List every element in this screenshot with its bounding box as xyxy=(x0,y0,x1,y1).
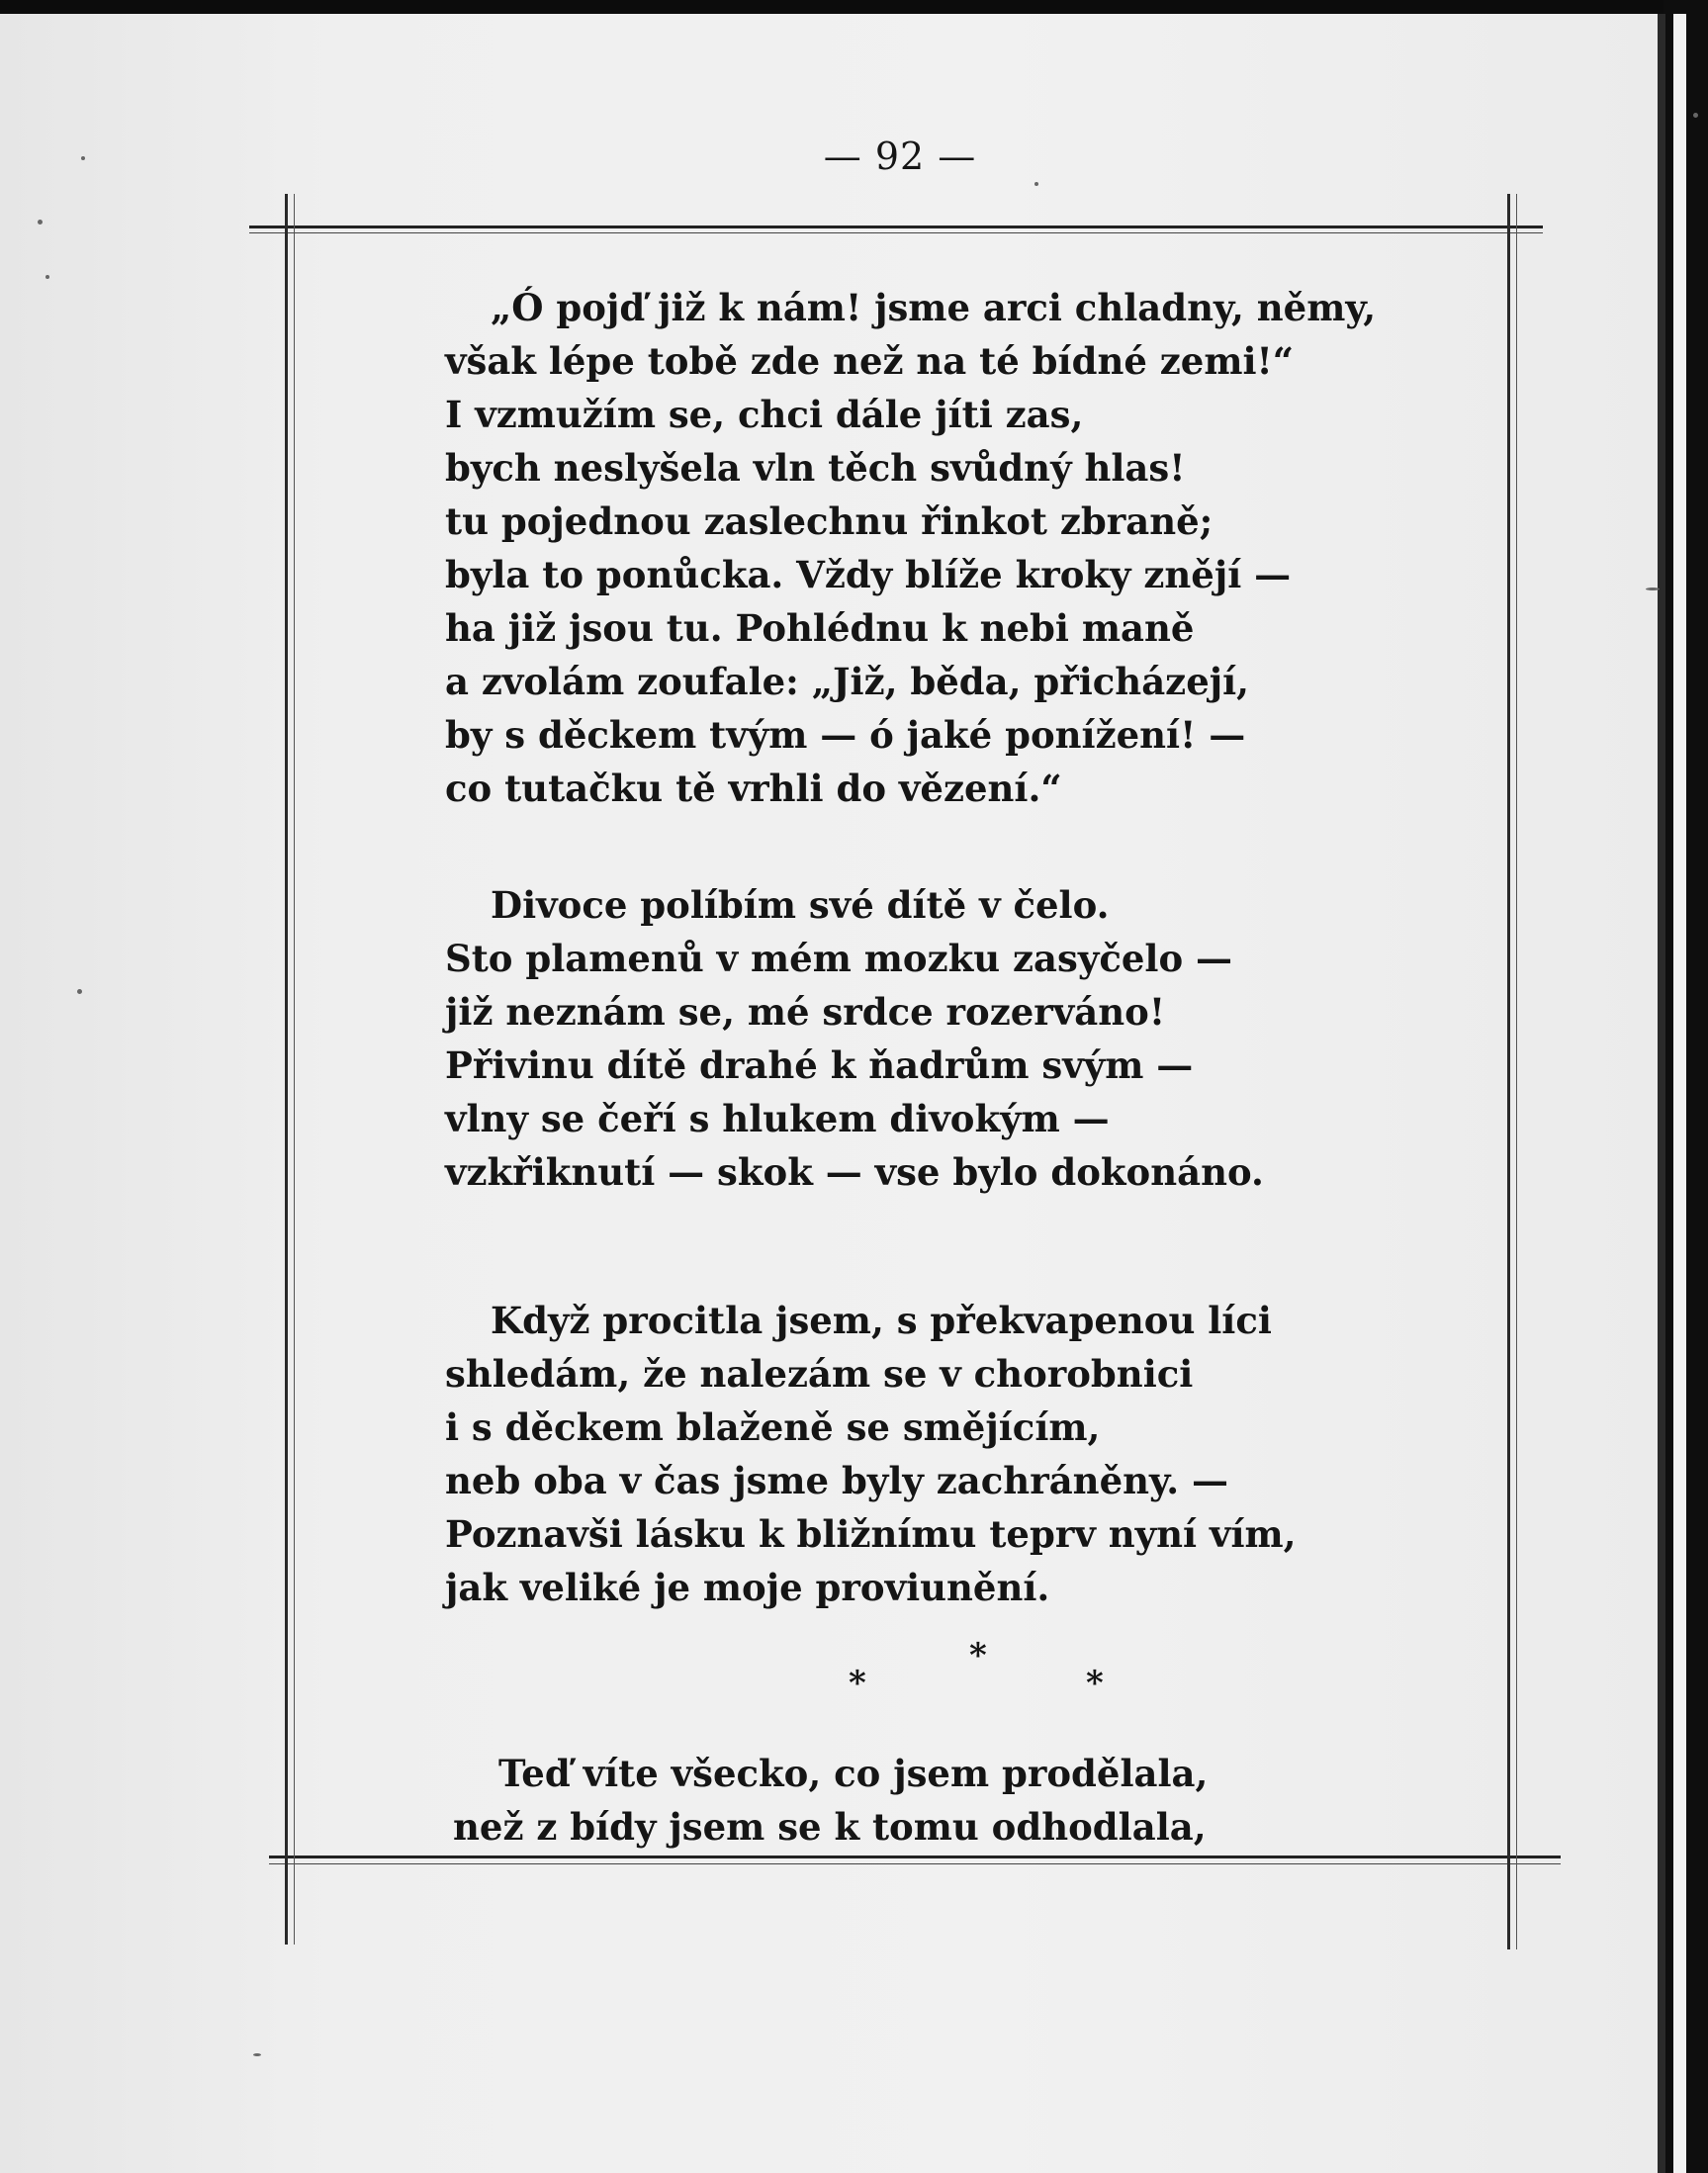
text-line: Přivinu dítě drahé k ňadrům svým — xyxy=(445,1043,1194,1087)
asterisk: * xyxy=(849,1664,866,1703)
scan-speck xyxy=(45,275,49,279)
stanza xyxy=(445,1294,1335,1614)
stanza-gap xyxy=(445,815,1335,878)
text-line: vzkřiknutí — skok — vse bylo dokonáno. xyxy=(445,1150,1264,1194)
text-line: bych neslyšela vln těch svůdný hlas! xyxy=(445,446,1186,490)
page-gutter-shadow xyxy=(1658,14,1665,2173)
stanza xyxy=(445,281,1377,815)
text-line: Teď víte všecko, co jsem prodělala, xyxy=(498,1752,1209,1795)
text-line: „Ó pojď již k nám! jsme arci chladny, němy, xyxy=(491,286,1377,329)
stanza-gap xyxy=(445,1199,1335,1294)
poem-text-ending xyxy=(453,1747,1343,1854)
scan-speck xyxy=(1646,588,1660,590)
text-line: shledám, že nalezám se v chorobnici xyxy=(445,1352,1194,1396)
stanza xyxy=(453,1747,1343,1854)
text-line: však lépe tobě zde než na té bídné zemi!“ xyxy=(445,339,1295,383)
text-line: co tutačku tě vrhli do vězení.“ xyxy=(445,767,1062,810)
scan-speck xyxy=(77,989,82,994)
text-line: již neznám se, mé srdce rozerváno! xyxy=(445,990,1166,1034)
text-line: by s děckem tvým — ó jaké ponížení! — xyxy=(445,713,1246,757)
text-line: neb oba v čas jsme byly zachráněny. — xyxy=(445,1459,1229,1502)
scan-speck xyxy=(81,156,85,160)
stanza xyxy=(445,878,1335,1199)
text-line: tu pojednou zaslechnu řinkot zbraně; xyxy=(445,499,1214,543)
frame-bottom-rule xyxy=(269,1856,1561,1858)
asterisk: * xyxy=(969,1636,987,1675)
next-page-sliver xyxy=(1673,14,1686,2173)
text-line: vlny se čeří s hlukem divokým — xyxy=(445,1097,1110,1140)
scan-border-top xyxy=(0,0,1708,14)
page-number: — 92 — xyxy=(823,135,977,178)
text-line: a zvolám zoufale: „Již, běda, přicházejí, xyxy=(445,660,1250,703)
text-line: i s děckem blaženě se smějícím, xyxy=(445,1405,1101,1449)
text-line: Poznavši lásku k bližnímu teprv nyní vím, xyxy=(445,1512,1297,1556)
frame-top-rule-inner xyxy=(249,232,1543,233)
text-line: Sto plamenů v mém mozku zasyčelo — xyxy=(445,937,1233,980)
text-line: ha již jsou tu. Pohlédnu k nebi maně xyxy=(445,606,1195,650)
scan-speck xyxy=(38,220,43,225)
section-separator xyxy=(0,1636,1708,1703)
text-line: jak veliké je moje proviunění. xyxy=(445,1566,1050,1609)
text-line: I vzmužím se, chci dále jíti zas, xyxy=(445,393,1084,436)
text-line: než z bídy jsem se k tomu odhodlala, xyxy=(453,1805,1207,1849)
text-line: byla to ponůcka. Vždy blíže kroky znějí — xyxy=(445,553,1292,596)
book-page xyxy=(0,14,1658,2173)
text-line: Divoce políbím své dítě v čelo. xyxy=(491,883,1110,927)
poem-text xyxy=(445,281,1377,1614)
scan-speck xyxy=(1693,113,1698,118)
text-line: Když procitla jsem, s překvapenou líci xyxy=(491,1299,1272,1342)
asterisk: * xyxy=(1086,1664,1104,1703)
scan-speck xyxy=(1034,182,1038,186)
scan-speck xyxy=(253,2053,261,2056)
frame-top-rule xyxy=(249,226,1543,228)
frame-bottom-rule-inner xyxy=(269,1863,1561,1864)
